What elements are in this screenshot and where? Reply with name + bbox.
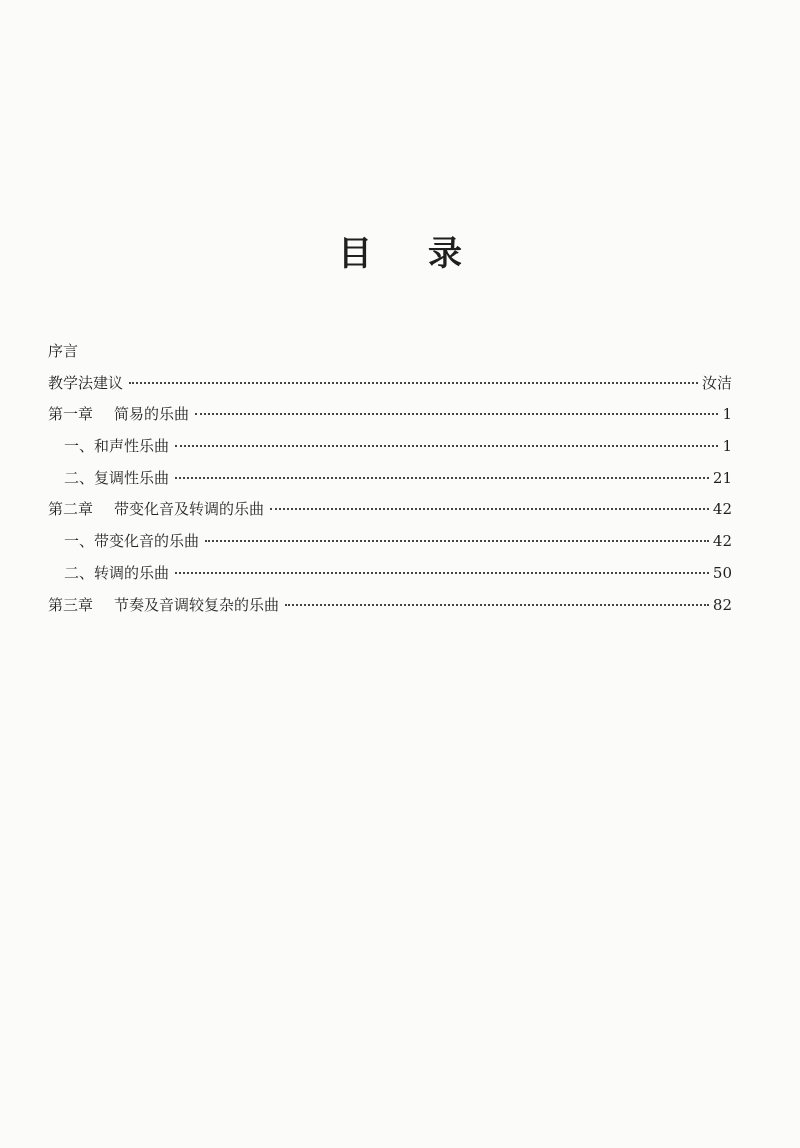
title-char-1: 目 (338, 234, 372, 274)
toc-entry-page: 82 (712, 595, 732, 614)
toc-entry-page: 1 (722, 405, 732, 424)
toc-entry-page: 1 (722, 437, 732, 456)
toc-entry-page: 50 (712, 563, 732, 582)
toc-entry-label (48, 494, 264, 526)
toc-entry-page: 42 (712, 532, 732, 551)
toc-entry-label: 二、转调的乐曲 (64, 563, 170, 582)
toc-entry-chapter-2[interactable] (48, 494, 732, 526)
table-of-contents (48, 336, 732, 621)
toc-entry-section-1-2[interactable] (48, 463, 732, 495)
toc-preface (48, 336, 732, 368)
toc-entry-page: 21 (712, 468, 732, 487)
chapter-title: 简易的乐曲 (114, 405, 190, 424)
dot-leader (270, 508, 709, 510)
chapter-number: 第一章 (48, 405, 94, 424)
toc-entry-label: 一、带变化音的乐曲 (64, 532, 200, 551)
dot-leader (129, 382, 698, 384)
toc-entry-teaching-advice[interactable] (48, 368, 732, 400)
toc-entry-section-1-1[interactable] (48, 431, 732, 463)
toc-preface-label: 序言 (48, 342, 79, 360)
page-title (0, 232, 800, 276)
chapter-number: 第二章 (48, 500, 94, 519)
title-char-2: 录 (428, 234, 462, 274)
toc-entry-chapter-3[interactable] (48, 590, 732, 622)
toc-entry-page: 42 (712, 500, 732, 519)
toc-entry-label (48, 399, 189, 431)
dot-leader (195, 413, 718, 415)
toc-entry-author: 汝洁 (701, 373, 732, 392)
dot-leader (205, 540, 709, 542)
chapter-title: 带变化音及转调的乐曲 (114, 500, 265, 519)
dot-leader (175, 477, 709, 479)
chapter-title: 节奏及音调较复杂的乐曲 (114, 595, 280, 614)
toc-entry-section-2-1[interactable] (48, 526, 732, 558)
toc-entry-label: 二、复调性乐曲 (64, 468, 170, 487)
dot-leader (175, 445, 718, 447)
toc-entry-chapter-1[interactable] (48, 399, 732, 431)
toc-entry-label: 一、和声性乐曲 (64, 437, 170, 456)
dot-leader (175, 572, 709, 574)
toc-entry-label (48, 590, 279, 622)
toc-entry-section-2-2[interactable] (48, 558, 732, 590)
dot-leader (285, 604, 709, 606)
toc-entry-label: 教学法建议 (48, 373, 124, 392)
chapter-number: 第三章 (48, 595, 94, 614)
